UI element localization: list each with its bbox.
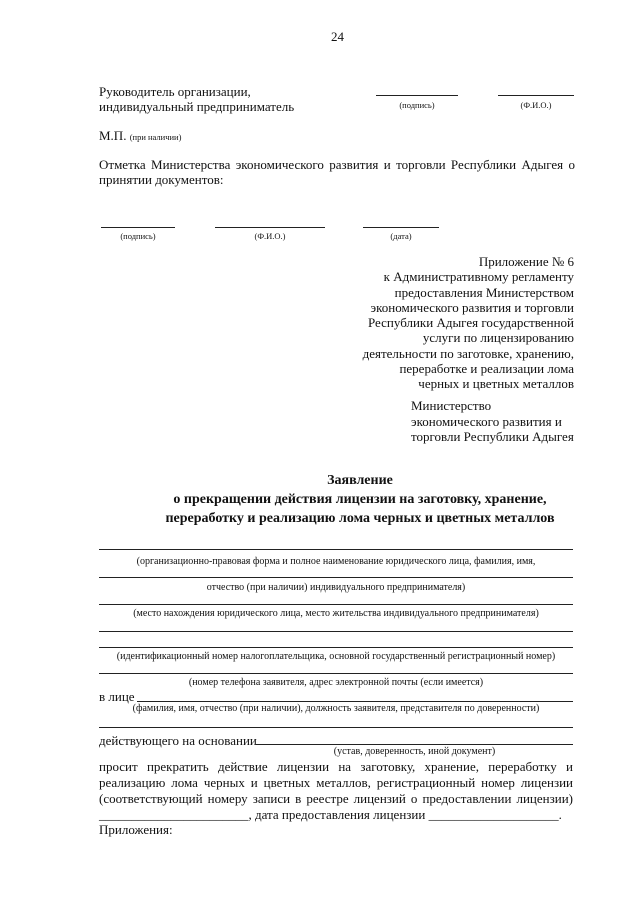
appendix-line: деятельности по заготовке, хранению, [362, 345, 574, 361]
phone-caption: (номер телефона заявителя, адрес электронной почты (если имеется) [188, 677, 484, 688]
request-line1: просит прекратить действие лицензии на заготовку, хранение, переработку и [99, 759, 573, 774]
basis-caption: (устав, доверенность, иной документ) [333, 746, 496, 757]
ministry-fio-line [215, 227, 325, 228]
ministry-date-caption: (дата) [390, 231, 412, 241]
phone-line[interactable] [99, 673, 573, 674]
request-line2: реализацию лома черных и цветных металлов, регистрационный номер лицензии [99, 775, 573, 790]
appendix-block [363, 254, 574, 392]
person-line[interactable] [137, 701, 573, 702]
head-label-line1: Руководитель организации, [99, 84, 251, 99]
document-title [60, 471, 640, 528]
in-person-label: в лице [99, 689, 135, 704]
title-line2: о прекращении действия лицензии на заготовку, хранение, [173, 492, 547, 507]
appendix-line: переработке и реализации лома [399, 361, 574, 377]
appendix-line: к Административному регламенту [383, 269, 574, 285]
location-caption: (место нахождения юридического лица, место жительства индивидуального предпринимателя) [133, 608, 539, 619]
addressee-line: Министерство [411, 398, 492, 413]
patronymic-caption: отчество (при наличии) индивидуального предпринимателя) [206, 582, 466, 593]
appendix-line: предоставления Министерством [394, 284, 574, 300]
addressee-line: торговли Республики Адыгея [411, 429, 574, 444]
inn-caption: (идентификационный номер налогоплательщика, основной государственный регистрационный номер) [116, 651, 556, 662]
ministry-mark-line1: Отметка Министерства экономического развития и торговли Республики Адыгея о [99, 157, 575, 172]
location-line[interactable] [99, 604, 573, 605]
org-name-line[interactable] [99, 549, 573, 550]
ministry-fio-caption: (Ф.И.О.) [254, 231, 286, 241]
seal-label-text: М.П. [99, 128, 127, 143]
appendix-line: черных и цветных металлов [418, 376, 574, 392]
org-name-caption: (организационно-правовая форма и полное наименование юридического лица, фамилия, имя, [136, 556, 536, 567]
appendix-line: экономического развития и торговли [370, 299, 574, 315]
page-number: 24 [331, 29, 344, 44]
person-caption: (фамилия, имя, отчество (при наличии), должность заявителя, представителя по доверенности) [132, 703, 540, 714]
addressee-block [411, 398, 574, 445]
request-line4: _______________________, дата предоставления лицензии ____________________. [99, 807, 562, 822]
appendix-line: Республики Адыгея государственной [367, 315, 574, 331]
org-name-line-2[interactable] [99, 577, 573, 578]
title-line3: переработку и реализацию лома черных и цветных металлов [165, 511, 555, 526]
seal-note: (при наличии) [129, 132, 182, 142]
head-fio-line [498, 95, 574, 96]
inn-line[interactable] [99, 647, 573, 648]
head-label-line2: индивидуальный предприниматель [99, 99, 295, 114]
ministry-date-line [363, 227, 439, 228]
head-signature-line [376, 95, 458, 96]
addressee-line: экономического развития и [411, 413, 562, 429]
appendix-line: услуги по лицензированию [422, 330, 574, 346]
basis-line[interactable] [256, 744, 573, 745]
ministry-mark-line2: принятии документов: [99, 172, 224, 187]
seal-label [99, 128, 181, 145]
title-line1: Заявление [327, 473, 393, 488]
ministry-signature-line [101, 227, 175, 228]
head-signature-caption: (подпись) [399, 100, 435, 110]
request-line3: (соответствующий номеру записи в реестре лицензий о предоставлении лицензии) [99, 791, 573, 806]
acting-label: действующего на основании [99, 733, 257, 748]
attachments-label: Приложения: [99, 822, 173, 837]
location-line-2[interactable] [99, 631, 573, 632]
ministry-signature-caption: (подпись) [120, 231, 156, 241]
appendix-line: Приложение № 6 [478, 254, 574, 269]
person-line-2[interactable] [99, 727, 573, 728]
head-fio-caption: (Ф.И.О.) [520, 100, 552, 110]
